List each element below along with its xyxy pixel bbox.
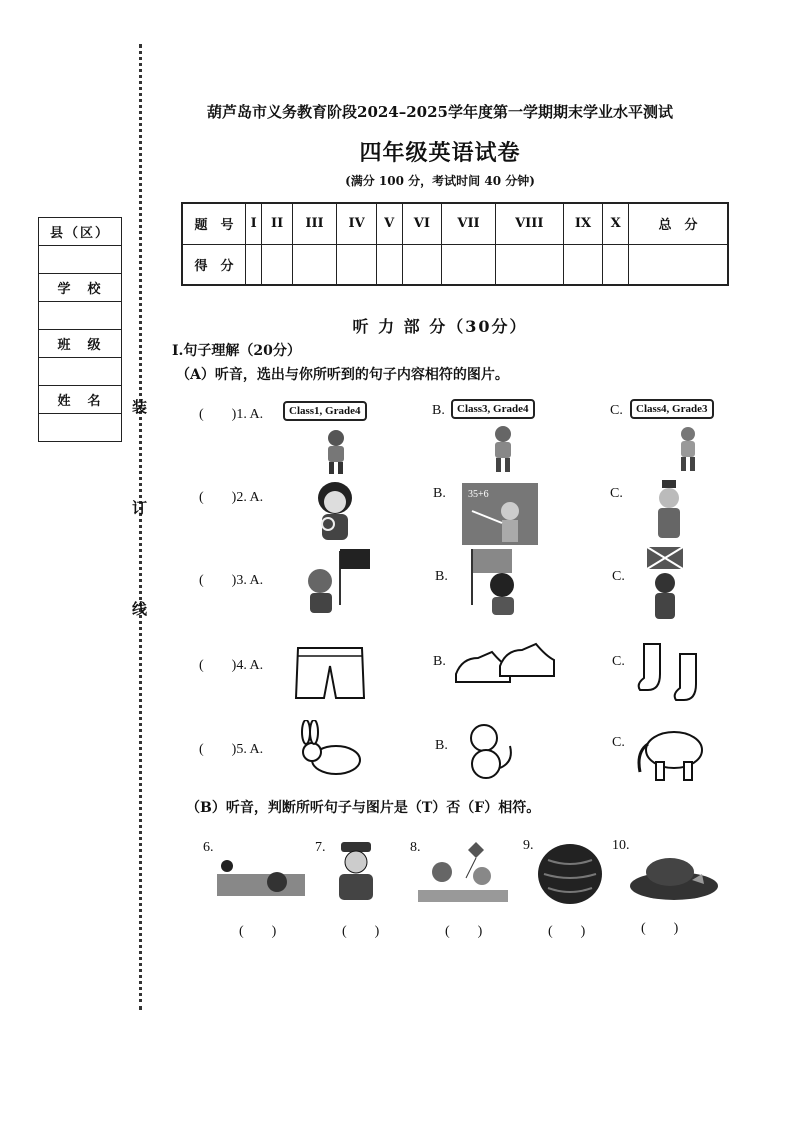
q1-b-tag: Class3, Grade4 xyxy=(451,399,535,419)
col-4: IV xyxy=(337,203,377,244)
q1-a-tag: Class1, Grade4 xyxy=(283,401,367,421)
school-field[interactable] xyxy=(39,302,121,330)
col-9: IX xyxy=(563,203,603,244)
student-info-box xyxy=(38,217,122,442)
q7-number: 7. xyxy=(315,840,326,855)
binding-char-zhuang: 装 xyxy=(132,398,148,416)
partA-instruction: （A）听音，选出与你所听到的句子内容相符的图片。 xyxy=(176,367,509,383)
col-10: X xyxy=(603,203,629,244)
q1-c-label: C. xyxy=(610,403,623,418)
q7-answer[interactable]: ( ) xyxy=(342,924,380,939)
watermelon-icon xyxy=(536,840,604,906)
q4-c-label: C. xyxy=(612,654,625,669)
police-officer-icon xyxy=(333,840,379,902)
score-cell[interactable] xyxy=(495,244,563,285)
score-table-row2-label: 得 分 xyxy=(182,244,246,285)
binding-dotted-line xyxy=(139,44,142,1010)
q2-c-label: C. xyxy=(610,486,623,501)
q4-stem[interactable]: ( )4. A. xyxy=(199,658,264,673)
q5-b-label: B. xyxy=(435,738,448,753)
score-cell[interactable] xyxy=(563,244,603,285)
county-label: 县（区） xyxy=(39,218,121,246)
score-table-row1-label: 题 号 xyxy=(182,203,246,244)
q5-stem[interactable]: ( )5. A. xyxy=(199,742,264,757)
kite-children-icon xyxy=(418,838,508,904)
q3-stem[interactable]: ( )3. A. xyxy=(199,573,264,588)
hat-icon xyxy=(628,856,720,906)
rabbit-icon xyxy=(294,720,364,778)
class-label: 班 级 xyxy=(39,330,121,358)
school-label: 学 校 xyxy=(39,274,121,302)
col-8: VIII xyxy=(495,203,563,244)
col-total: 总 分 xyxy=(629,203,729,244)
score-cell-total[interactable] xyxy=(629,244,729,285)
q1-c-tag: Class4, Grade3 xyxy=(630,399,714,419)
usa-flag-cartoon-icon xyxy=(466,545,526,623)
col-1: I xyxy=(246,203,262,244)
partB-instruction: （B）听音，判断所听句子与图片是（T）否（F）相符。 xyxy=(186,800,541,816)
col-7: VII xyxy=(442,203,496,244)
score-cell[interactable] xyxy=(262,244,292,285)
col-5: V xyxy=(376,203,402,244)
q10-answer[interactable]: ( ) xyxy=(641,921,679,936)
nurse-icon xyxy=(654,478,684,540)
q3-c-label: C. xyxy=(612,569,625,584)
q8-number: 8. xyxy=(410,840,421,855)
binding-char-xian: 线 xyxy=(132,600,148,618)
q1-b-label: B. xyxy=(432,403,445,418)
part1-heading: I.句子理解（20分） xyxy=(172,343,301,359)
binding-char-ding: 订 xyxy=(132,499,148,517)
uk-flag-cartoon-icon xyxy=(645,545,685,625)
boy-icon xyxy=(316,428,356,476)
doctor-girl-icon xyxy=(312,480,358,544)
q4-b-label: B. xyxy=(433,654,446,669)
class-field[interactable] xyxy=(39,358,121,386)
score-table xyxy=(181,202,729,286)
score-cell[interactable] xyxy=(376,244,402,285)
score-cell[interactable] xyxy=(603,244,629,285)
monkey-icon xyxy=(462,722,518,782)
china-flag-cartoon-icon xyxy=(296,545,376,623)
q6-answer[interactable]: ( ) xyxy=(239,924,277,939)
q10-number: 10. xyxy=(612,838,630,853)
q5-c-label: C. xyxy=(612,735,625,750)
q8-answer[interactable]: ( ) xyxy=(445,924,483,939)
child-icon xyxy=(674,425,702,473)
col-3: III xyxy=(292,203,336,244)
score-cell[interactable] xyxy=(292,244,336,285)
q6-number: 6. xyxy=(203,840,214,855)
score-cell[interactable] xyxy=(402,244,442,285)
sun-cartoon-icon xyxy=(217,858,305,904)
q2-b-label: B. xyxy=(433,486,446,501)
q2-stem[interactable]: ( )2. A. xyxy=(199,490,264,505)
score-cell[interactable] xyxy=(337,244,377,285)
girl-icon xyxy=(486,424,520,474)
exam-title: 四年级英语试卷 xyxy=(359,140,521,166)
score-cell[interactable] xyxy=(442,244,496,285)
q9-answer[interactable]: ( ) xyxy=(548,924,586,939)
blackboard-text: 35+6 xyxy=(468,489,489,500)
exam-header: 葫芦岛市义务教育阶段2024–2025学年度第一学期期末学业水平测试 xyxy=(207,103,673,121)
q9-number: 9. xyxy=(523,838,534,853)
q3-b-label: B. xyxy=(435,569,448,584)
sneakers-icon xyxy=(452,638,558,694)
score-cell[interactable] xyxy=(246,244,262,285)
col-6: VI xyxy=(402,203,442,244)
teacher-blackboard-icon xyxy=(462,483,538,545)
elephant-icon xyxy=(632,722,706,784)
name-label: 姓 名 xyxy=(39,386,121,414)
q1-stem[interactable]: ( )1. A. xyxy=(199,407,264,422)
col-2: II xyxy=(262,203,292,244)
listening-heading: 听 力 部 分（30分） xyxy=(352,317,528,336)
shorts-icon xyxy=(294,644,366,702)
county-field[interactable] xyxy=(39,246,121,274)
exam-note: (满分 100 分，考试时间 40 分钟) xyxy=(345,174,535,188)
name-field[interactable] xyxy=(39,414,121,441)
socks-icon xyxy=(636,640,710,702)
